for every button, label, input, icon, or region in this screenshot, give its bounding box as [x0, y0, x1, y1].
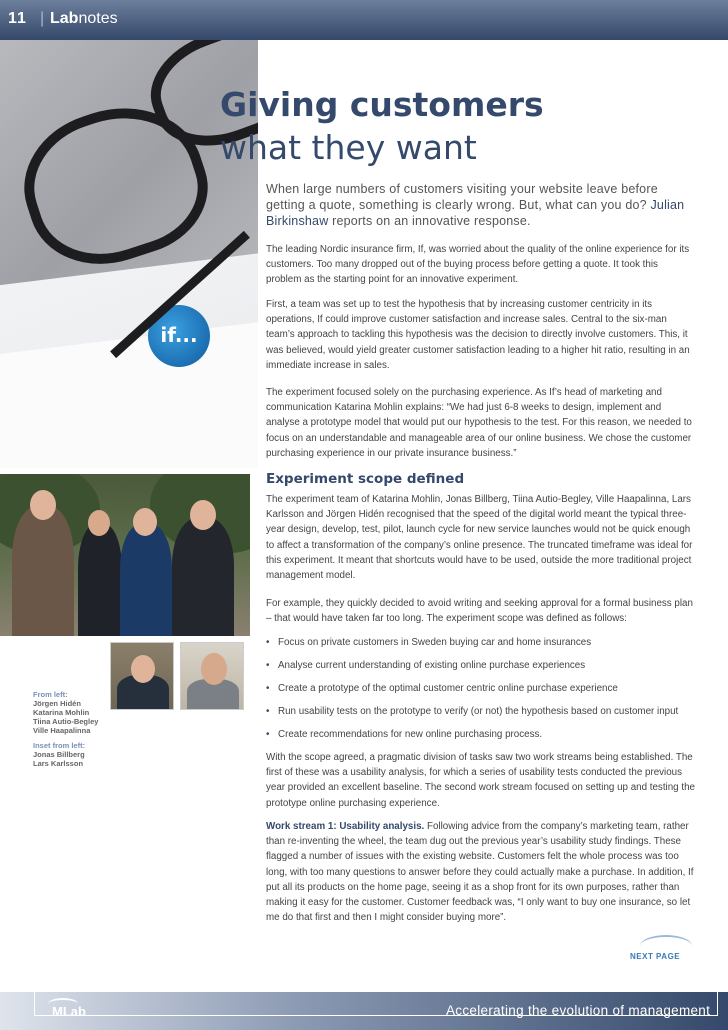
publication-name-bold: Lab [50, 10, 79, 27]
standfirst-text-after: reports on an innovative response. [328, 214, 531, 228]
bullet-text: Create recommendations for new online purchasing process. [278, 729, 543, 740]
caption-heading: Inset from left: [33, 741, 86, 750]
page-footer [0, 992, 728, 1030]
bullet-item [266, 728, 706, 741]
work-stream-text: Following advice from the company’s marketing team, rather than re-inventing the wheel, the team dug out the previous year’s usability study findings. These flagged a number of issues with the existing website. Customers felt the whole process was too long, with too many questions to answer before they could actually make a purchase. In addition, If put all its products on the home page, seeing it as a shop front for its own purposes, rather than making it easy for the customer. Customer feedback was, “I only want to buy one insurance, so let me do that first and then I might consider buying more”. [266, 821, 694, 924]
caption-name: Jörgen Hidén [33, 699, 81, 708]
person-silhouette [12, 506, 74, 636]
section-heading: Experiment scope defined [266, 471, 465, 487]
person-head [201, 653, 227, 685]
publication-name [50, 10, 118, 28]
bullet-dot: • [266, 683, 270, 694]
photo-caption [33, 690, 98, 735]
body-paragraph [266, 819, 696, 925]
mlab-logo-text: MLab [52, 1004, 86, 1019]
body-paragraph: With the scope agreed, a pragmatic division of tasks saw two work streams being established. The first of these was a usability analysis, for which a series of usability tests conducted the previous year provided an excellent baseline. The second work stream focused on setting up and testing the prototype online purchasing experience. [266, 752, 695, 809]
body-paragraph: For example, they quickly decided to avoid writing and seeking approval for a formal business plan – that would have taken far too long. The experiment scope was defined as follows: [266, 598, 693, 625]
page-header [0, 0, 728, 40]
mlab-logo [52, 1004, 86, 1019]
person-head [133, 508, 157, 536]
person-silhouette [172, 518, 234, 636]
bullet-dot: • [266, 706, 270, 717]
person-head [30, 490, 56, 520]
author-name: Julian Birkinshaw [266, 198, 685, 228]
body-paragraph: First, a team was set up to test the hypothesis that by increasing customer centricity in its operations, If could improve customer satisfaction and increase sales. Central to the six-man team’s approach to tackling this hypothesis was the decision to directly involve customers. This, it was believed, would yield greater customer satisfaction leading to a higher hit ratio, resulting in an immediate increase in sales. [266, 299, 690, 371]
person-head [190, 500, 216, 530]
body-paragraph: The experiment team of Katarina Mohlin, Jonas Billberg, Tiina Autio-Begley, Ville Haapalinna, Lars Karlsson and Jörgen Hidén recognised that the speed of the digital world meant the typical three-year design, develop, test, pilot, launch cycle for new service launches would not be quick enough to affect a transformation of the company’s online presence. The truncated timeframe was ideal for this experiment. It meant that shortcuts would have to be used, outside the more traditional project management model. [266, 494, 693, 582]
article-title-line1: Giving customers [220, 85, 544, 124]
bullet-item [266, 659, 706, 672]
standfirst [266, 181, 686, 229]
standfirst-text: When large numbers of customers visiting your website leave before getting a quote, something is clearly wrong. But, what can you do? [266, 182, 658, 212]
mlab-logo-arc-icon [48, 998, 78, 1010]
caption-name: Jonas Billberg [33, 750, 85, 759]
body-paragraph: The leading Nordic insurance firm, If, was worried about the quality of the online experience for its customers. Too many dropped out of the buying process before getting a quote. It took this problem as the starting point for an innovative experiment. [266, 244, 690, 286]
caption-name: Ville Haapalinna [33, 726, 91, 735]
person-head [131, 655, 155, 683]
if-logo: if... [148, 305, 210, 367]
bullet-text: Focus on private customers in Sweden buying car and home insurances [278, 637, 592, 648]
bullet-dot: • [266, 729, 270, 740]
page-number: 11 [8, 10, 27, 27]
publication-name-rest: notes [78, 10, 118, 27]
bullet-item [266, 682, 706, 695]
team-photo [0, 474, 250, 636]
bullet-text: Create a prototype of the optimal customer centric online purchase experience [278, 683, 618, 694]
work-stream-heading: Work stream 1: Usability analysis. [266, 821, 425, 832]
body-paragraph: The experiment focused solely on the purchasing experience. As If’s head of marketing and communication Katarina Mohlin explains: “We had just 6-8 weeks to design, implement and analyse a prototype model that would put our hypothesis to the test. For this reason, we needed to focus on an understandable and manageable area of our online business. We chose the customer purchasing experience in our private insurance business.” [266, 387, 692, 459]
inset-caption [33, 741, 85, 768]
inset-photo-lars-karlsson [180, 642, 244, 710]
caption-name: Lars Karlsson [33, 759, 84, 768]
person-silhouette [78, 524, 122, 636]
footer-tagline: Accelerating the evolution of management [446, 1003, 711, 1018]
bullet-dot: • [266, 660, 270, 671]
caption-name: Tiina Autio-Begley [33, 717, 99, 726]
header-separator: | [40, 10, 45, 27]
bullet-item [266, 705, 706, 718]
person-silhouette [120, 524, 172, 636]
bullet-text: Run usability tests on the prototype to verify (or not) the hypothesis based on customer input [278, 706, 679, 717]
bullet-item [266, 636, 706, 649]
caption-heading: From left: [33, 690, 68, 699]
bullet-text: Analyse current understanding of existing online purchase experiences [278, 660, 586, 671]
next-page-link[interactable]: NEXT PAGE [630, 952, 681, 961]
person-head [88, 510, 110, 536]
caption-name: Katarina Mohlin [33, 708, 90, 717]
article-title-line2: what they want [220, 128, 477, 167]
inset-photo-jonas-billberg [110, 642, 174, 710]
bullet-dot: • [266, 637, 270, 648]
